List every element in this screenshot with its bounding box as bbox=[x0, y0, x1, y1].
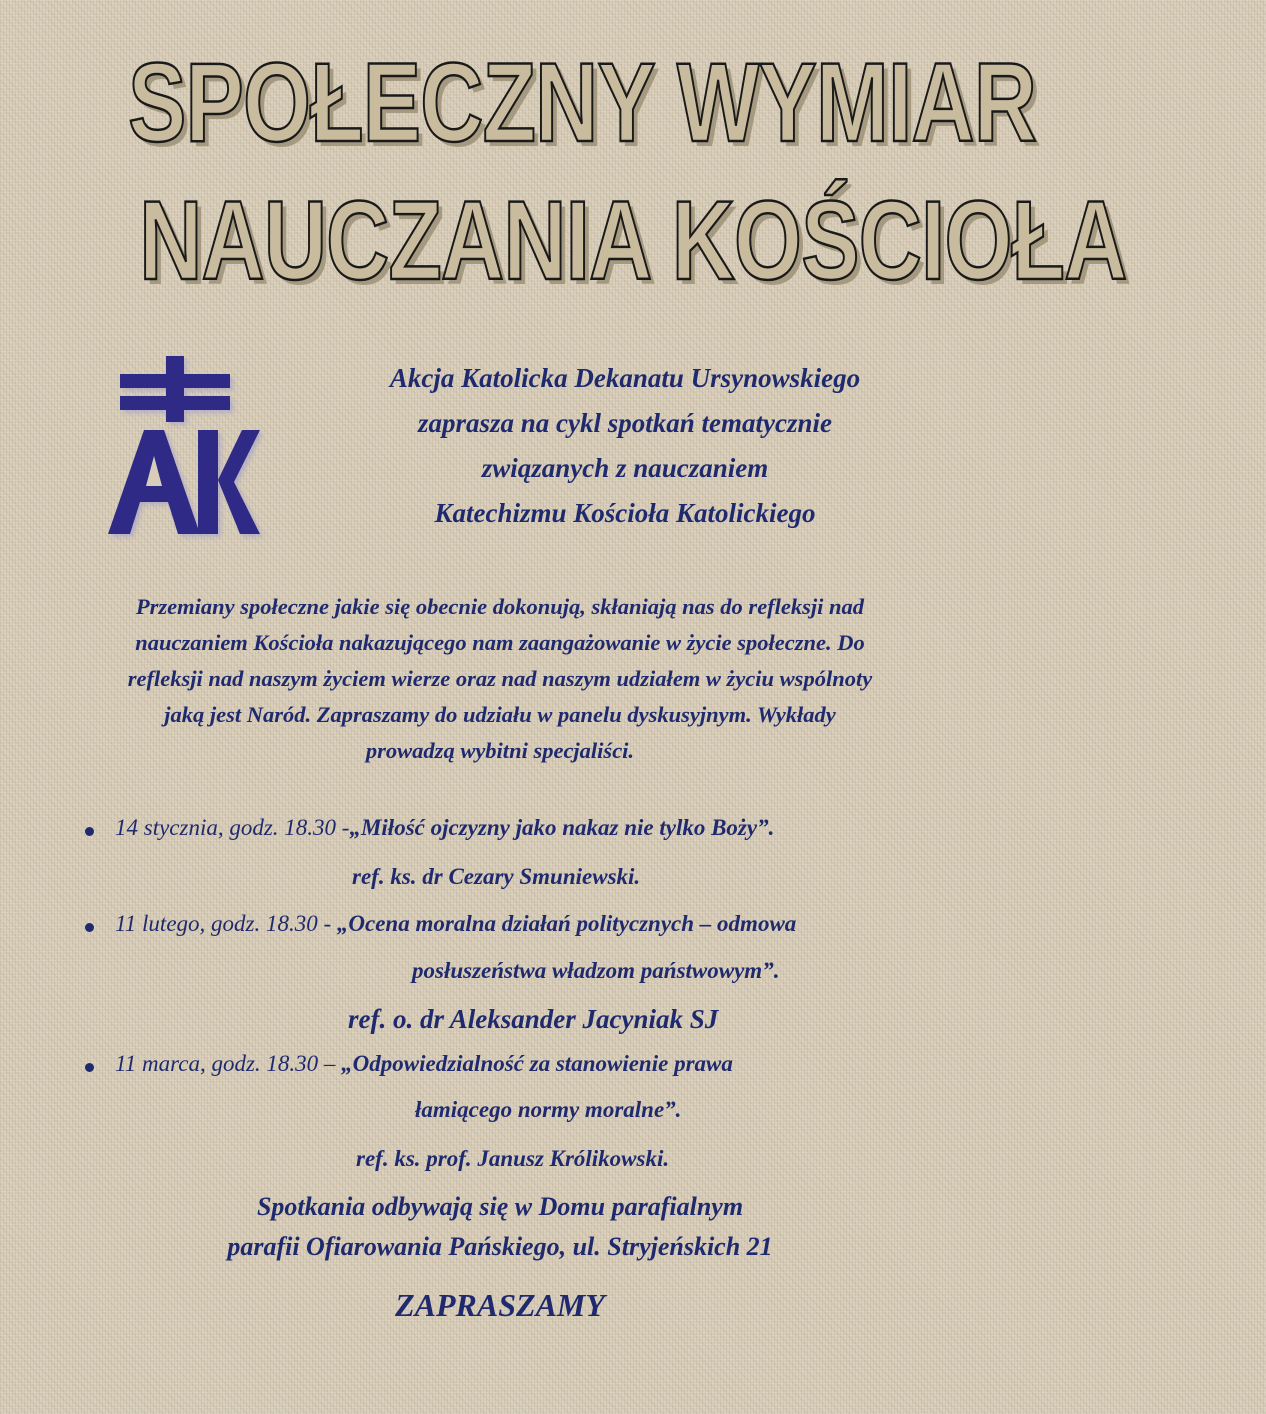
event-title: „Miłość ojczyzny jako nakaz nie tylko Boży”. bbox=[349, 815, 775, 840]
bullet-icon bbox=[85, 1063, 94, 1072]
venue-line: parafii Ofiarowania Pańskiego, ul. Stryjeńskich 21 bbox=[227, 1232, 773, 1261]
intro-line: Katechizmu Kościoła Katolickiego bbox=[434, 498, 816, 528]
event-date: 11 lutego, godz. 18.30 - bbox=[115, 911, 337, 936]
event-speaker: ref. o. dr Aleksander Jacyniak SJ bbox=[348, 1004, 719, 1034]
paragraph-line: nauczaniem Kościoła nakazującego nam zaangażowanie w życie społeczne. Do bbox=[135, 630, 865, 655]
venue-info bbox=[0, 1187, 1000, 1267]
akcja-katolicka-logo-icon bbox=[100, 352, 260, 548]
intro-line: Akcja Katolicka Dekanatu Ursynowskiego bbox=[389, 363, 861, 393]
intro-text bbox=[300, 356, 950, 536]
event-title-continued: łamiącego normy moralne”. bbox=[415, 1097, 682, 1122]
poster-title-line-2: NAUCZANIA KOŚCIOŁA bbox=[139, 178, 1127, 303]
event-3-line bbox=[115, 1051, 733, 1077]
poster-title-line-1: SPOŁECZNY WYMIAR bbox=[128, 40, 1037, 165]
description-paragraph bbox=[40, 589, 960, 769]
bullet-icon bbox=[85, 923, 94, 932]
event-title: „Odpowiedzialność za stanowienie prawa bbox=[341, 1051, 733, 1076]
closing-invitation: ZAPRASZAMY bbox=[395, 1287, 605, 1323]
event-date: 14 stycznia, godz. 18.30 - bbox=[115, 815, 350, 840]
paragraph-line: refleksji nad naszym życiem wierze oraz nad naszym udziałem w życiu wspólnoty bbox=[127, 666, 873, 691]
venue-line: Spotkania odbywają się w Domu parafialnym bbox=[256, 1192, 744, 1221]
intro-line: związanych z nauczaniem bbox=[481, 453, 769, 483]
event-speaker: ref. ks. dr Cezary Smuniewski. bbox=[352, 864, 641, 889]
event-speaker: ref. ks. prof. Janusz Królikowski. bbox=[356, 1146, 670, 1171]
event-2-line bbox=[115, 911, 796, 937]
paragraph-line: Przemiany społeczne jakie się obecnie dokonują, skłaniają nas do refleksji nad bbox=[135, 594, 865, 619]
event-date: 11 marca, godz. 18.30 – bbox=[115, 1051, 342, 1076]
paragraph-line: jaką jest Naród. Zapraszamy do udziału w panelu dyskusyjnym. Wykłady bbox=[164, 702, 836, 727]
bullet-icon bbox=[85, 827, 94, 836]
intro-line: zaprasza na cykl spotkań tematycznie bbox=[417, 408, 832, 438]
paragraph-line: prowadzą wybitni specjaliści. bbox=[365, 738, 635, 763]
event-title: „Ocena moralna działań politycznych – odmowa bbox=[336, 911, 797, 936]
event-1-line bbox=[115, 815, 774, 841]
event-title-continued: posłuszeństwa władzom państwowym”. bbox=[412, 958, 780, 983]
